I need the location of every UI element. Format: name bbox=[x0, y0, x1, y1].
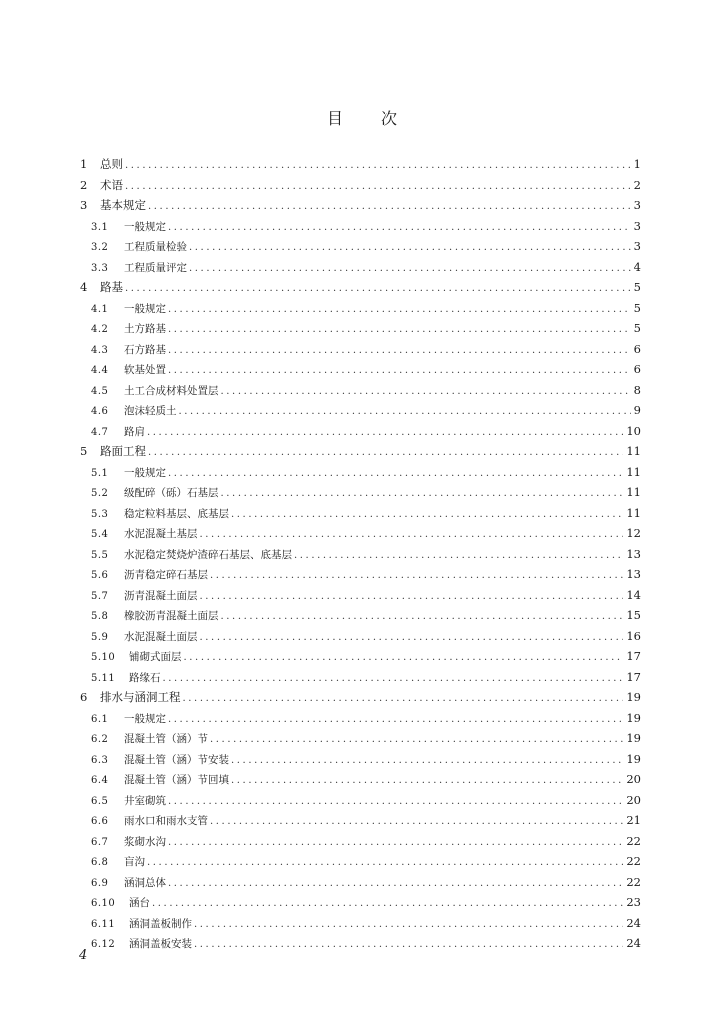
toc-entry-page: 17 bbox=[626, 669, 641, 684]
toc-leader-dots bbox=[194, 915, 623, 936]
toc-subentry[interactable] bbox=[80, 359, 641, 380]
toc-entry[interactable] bbox=[80, 441, 641, 462]
toc-entry-number: 2 bbox=[80, 177, 88, 192]
toc-leader-dots bbox=[148, 197, 631, 218]
toc-entry-number: 5 bbox=[80, 444, 88, 458]
toc-entry-number: 5.11 bbox=[91, 672, 116, 684]
toc-leader-dots bbox=[163, 669, 624, 690]
toc-entry-page: 3 bbox=[633, 218, 641, 233]
toc-leader-dots bbox=[194, 935, 623, 956]
toc-entry-label: 级配碎（砾）石基层 bbox=[124, 487, 219, 499]
toc-leader-dots bbox=[125, 156, 631, 177]
toc-entry[interactable] bbox=[80, 154, 641, 175]
toc-entry-number: 5.7 bbox=[91, 590, 109, 602]
toc-subentry[interactable] bbox=[80, 913, 641, 934]
toc-entry[interactable] bbox=[80, 175, 641, 196]
toc-entry-page: 4 bbox=[633, 259, 641, 274]
toc-leader-dots bbox=[152, 894, 623, 915]
toc-entry-page: 5 bbox=[633, 300, 641, 315]
toc-entry-label: 混凝土管（涵）节安装 bbox=[124, 753, 229, 766]
toc-leader-dots bbox=[183, 689, 624, 710]
toc-subentry[interactable] bbox=[80, 544, 641, 565]
toc-entry-number: 3.1 bbox=[91, 221, 109, 233]
toc-entry-page: 1 bbox=[633, 157, 641, 171]
title-left-char: 目 bbox=[326, 109, 343, 128]
toc-entry-page: 10 bbox=[626, 423, 641, 438]
toc-entry-label: 水泥混凝土面层 bbox=[124, 630, 198, 643]
toc-subentry[interactable] bbox=[80, 462, 641, 483]
toc-entry-number: 5.4 bbox=[91, 529, 109, 540]
toc-entry-label: 路面工程 bbox=[100, 444, 146, 458]
toc-entry-page: 13 bbox=[626, 567, 641, 581]
toc-subentry[interactable] bbox=[80, 728, 641, 749]
toc-entry-number: 6.9 bbox=[91, 877, 109, 889]
toc-leader-dots bbox=[231, 771, 623, 792]
toc-entry-number: 4.6 bbox=[91, 406, 109, 417]
toc-subentry[interactable] bbox=[80, 503, 641, 524]
toc-leader-dots bbox=[168, 833, 623, 854]
toc-leader-dots bbox=[210, 566, 623, 587]
toc-entry-label: 软基处置 bbox=[124, 364, 166, 376]
toc-subentry[interactable] bbox=[80, 892, 641, 913]
toc-entry-page: 23 bbox=[626, 895, 641, 909]
toc-subentry[interactable] bbox=[80, 790, 641, 811]
toc-entry-number: 4.4 bbox=[91, 365, 109, 376]
toc-leader-dots bbox=[168, 218, 631, 239]
toc-entry-page: 19 bbox=[626, 690, 641, 704]
toc-entry-label: 一般规定 bbox=[124, 466, 166, 479]
toc-leader-dots bbox=[168, 361, 631, 382]
toc-entry-number: 5.2 bbox=[91, 488, 109, 499]
toc-entry-page: 11 bbox=[626, 464, 641, 479]
toc-entry-label: 泡沫轻质土 bbox=[124, 405, 177, 417]
toc-subentry[interactable] bbox=[80, 667, 641, 688]
toc-entry-label: 总则 bbox=[100, 157, 123, 171]
toc-subentry[interactable] bbox=[80, 933, 641, 954]
toc-entry-number: 4.1 bbox=[91, 303, 109, 315]
toc-entry[interactable] bbox=[80, 687, 641, 708]
toc-entry-page: 22 bbox=[626, 874, 641, 889]
toc-entry-label: 涵洞总体 bbox=[124, 876, 166, 889]
toc-entry-page: 6 bbox=[633, 341, 641, 356]
toc-entry-page: 20 bbox=[626, 792, 641, 807]
toc-entry-number: 4.5 bbox=[91, 385, 109, 397]
toc-leader-dots bbox=[200, 587, 624, 608]
toc-entry-number: 6.7 bbox=[91, 836, 109, 848]
toc-entry-number: 3 bbox=[80, 198, 88, 212]
toc-entry-label: 涵洞盖板制作 bbox=[129, 917, 192, 930]
toc-entry-number: 5.3 bbox=[91, 508, 109, 520]
toc-leader-dots bbox=[125, 177, 631, 198]
toc-entry-page: 19 bbox=[626, 710, 641, 725]
toc-subentry[interactable] bbox=[80, 421, 641, 442]
toc-entry-number: 4 bbox=[80, 280, 88, 294]
toc-subentry[interactable] bbox=[80, 585, 641, 606]
toc-subentry[interactable] bbox=[80, 851, 641, 872]
toc-entry-page: 22 bbox=[626, 833, 641, 848]
toc-leader-dots bbox=[168, 300, 631, 321]
toc-entry-label: 路肩 bbox=[124, 425, 145, 438]
toc-entry[interactable] bbox=[80, 195, 641, 216]
toc-subentry[interactable] bbox=[80, 646, 641, 667]
toc-leader-dots bbox=[189, 238, 631, 259]
toc-entry-page: 21 bbox=[626, 813, 641, 827]
toc-entry-number: 1 bbox=[80, 157, 88, 171]
toc-entry-page: 16 bbox=[626, 628, 641, 643]
toc-entry-page: 17 bbox=[626, 649, 641, 663]
toc-entry-label: 沥青稳定碎石基层 bbox=[124, 569, 208, 581]
toc-leader-dots bbox=[168, 320, 631, 341]
toc-entry-number: 3.3 bbox=[91, 262, 109, 274]
toc-leader-dots bbox=[221, 484, 624, 505]
toc-entry-page: 3 bbox=[633, 198, 641, 212]
toc-entry-page: 22 bbox=[626, 854, 641, 868]
toc-entry-number: 6.5 bbox=[91, 795, 109, 807]
toc-leader-dots bbox=[231, 505, 623, 526]
toc-entry-page: 3 bbox=[633, 239, 641, 253]
toc-entry-page: 11 bbox=[626, 505, 641, 520]
toc-entry-number: 5.10 bbox=[91, 652, 116, 663]
toc-leader-dots bbox=[168, 710, 623, 731]
toc-entry-page: 19 bbox=[626, 731, 641, 745]
toc-leader-dots bbox=[189, 259, 631, 280]
toc-entry-number: 6.1 bbox=[91, 713, 109, 725]
toc-entry-label: 盲沟 bbox=[124, 856, 145, 868]
toc-leader-dots bbox=[210, 812, 623, 833]
toc-entry-page: 24 bbox=[626, 936, 641, 950]
toc-leader-dots bbox=[125, 279, 631, 300]
toc-entry-number: 6.4 bbox=[91, 775, 109, 786]
toc-entry-page: 19 bbox=[626, 751, 641, 766]
toc-entry-label: 井室砌筑 bbox=[124, 794, 166, 807]
toc-leader-dots bbox=[210, 730, 623, 751]
toc-entry-number: 4.3 bbox=[91, 344, 109, 356]
toc-entry-label: 排水与涵洞工程 bbox=[100, 690, 181, 704]
toc-entry-label: 铺砌式面层 bbox=[129, 651, 182, 663]
toc-leader-dots bbox=[168, 341, 631, 362]
toc-entry-number: 6.12 bbox=[91, 939, 116, 950]
toc-entry-label: 路基 bbox=[100, 280, 123, 294]
toc-entry-label: 路缘石 bbox=[129, 671, 161, 684]
toc-subentry[interactable] bbox=[80, 708, 641, 729]
toc-entry-label: 橡胶沥青混凝土面层 bbox=[124, 610, 219, 622]
toc-subentry[interactable] bbox=[80, 564, 641, 585]
toc-entry-page: 5 bbox=[633, 280, 641, 294]
toc-entry-label: 土工合成材料处置层 bbox=[124, 384, 219, 397]
toc-entry-label: 石方路基 bbox=[124, 343, 166, 356]
toc-entry-number: 5.6 bbox=[91, 570, 109, 581]
toc-leader-dots bbox=[168, 792, 623, 813]
toc-entry-label: 稳定粒料基层、底基层 bbox=[124, 507, 229, 520]
toc-leader-dots bbox=[168, 874, 623, 895]
toc-entry-page: 15 bbox=[626, 608, 641, 622]
toc-subentry[interactable] bbox=[80, 380, 641, 401]
toc-leader-dots bbox=[147, 853, 623, 874]
toc-leader-dots bbox=[221, 382, 631, 403]
toc-subentry[interactable] bbox=[80, 339, 641, 360]
toc-entry-label: 一般规定 bbox=[124, 712, 166, 725]
toc-leader-dots bbox=[200, 525, 624, 546]
toc-entry-label: 涵台 bbox=[129, 897, 150, 909]
toc-subentry[interactable] bbox=[80, 769, 641, 790]
page-title bbox=[0, 106, 724, 129]
toc-entry-page: 13 bbox=[626, 546, 641, 561]
toc-entry-label: 涵洞盖板安装 bbox=[129, 938, 192, 950]
title-right-char: 次 bbox=[381, 109, 398, 128]
table-of-contents bbox=[80, 154, 641, 954]
toc-leader-dots bbox=[221, 607, 624, 628]
toc-subentry[interactable] bbox=[80, 872, 641, 893]
toc-leader-dots bbox=[200, 628, 624, 649]
toc-subentry[interactable] bbox=[80, 236, 641, 257]
toc-entry-label: 沥青混凝土面层 bbox=[124, 589, 198, 602]
toc-subentry[interactable] bbox=[80, 400, 641, 421]
toc-subentry[interactable] bbox=[80, 605, 641, 626]
toc-entry-label: 混凝土管（涵）节回填 bbox=[124, 774, 229, 786]
toc-leader-dots bbox=[294, 546, 623, 567]
toc-subentry[interactable] bbox=[80, 831, 641, 852]
toc-entry-number: 5.5 bbox=[91, 549, 109, 561]
toc-entry-page: 11 bbox=[626, 485, 641, 499]
toc-entry-page: 9 bbox=[633, 403, 641, 417]
toc-leader-dots bbox=[179, 402, 631, 423]
toc-entry-label: 基本规定 bbox=[100, 198, 146, 212]
toc-entry-label: 土方路基 bbox=[124, 323, 166, 335]
toc-subentry[interactable] bbox=[80, 810, 641, 831]
toc-entry-page: 8 bbox=[633, 382, 641, 397]
toc-subentry[interactable] bbox=[80, 749, 641, 770]
toc-entry-label: 工程质量检验 bbox=[124, 241, 187, 253]
toc-entry-label: 水泥混凝土基层 bbox=[124, 528, 198, 540]
toc-entry-page: 12 bbox=[626, 526, 641, 540]
toc-leader-dots bbox=[184, 648, 624, 669]
toc-entry-label: 浆砌水沟 bbox=[124, 835, 166, 848]
toc-leader-dots bbox=[148, 443, 623, 464]
toc-entry[interactable] bbox=[80, 277, 641, 298]
toc-entry-page: 24 bbox=[626, 915, 641, 930]
toc-entry-number: 6.6 bbox=[91, 816, 109, 827]
toc-entry-page: 5 bbox=[633, 321, 641, 335]
toc-subentry[interactable] bbox=[80, 482, 641, 503]
page-number: 4 bbox=[79, 948, 88, 963]
toc-subentry[interactable] bbox=[80, 318, 641, 339]
toc-subentry[interactable] bbox=[80, 257, 641, 278]
toc-entry-number: 6.8 bbox=[91, 857, 109, 868]
toc-entry-number: 4.7 bbox=[91, 426, 109, 438]
toc-entry-page: 6 bbox=[633, 362, 641, 376]
toc-entry-number: 6.3 bbox=[91, 754, 109, 766]
toc-entry-number: 6.11 bbox=[91, 918, 116, 930]
toc-subentry[interactable] bbox=[80, 216, 641, 237]
toc-entry-label: 一般规定 bbox=[124, 302, 166, 315]
toc-entry-number: 5.9 bbox=[91, 631, 109, 643]
toc-entry-page: 11 bbox=[626, 444, 641, 458]
toc-entry-number: 4.2 bbox=[91, 324, 109, 335]
toc-entry-number: 6.2 bbox=[91, 734, 109, 745]
toc-entry-label: 雨水口和雨水支管 bbox=[124, 815, 208, 827]
toc-entry-label: 术语 bbox=[100, 177, 123, 192]
toc-leader-dots bbox=[168, 464, 623, 485]
toc-subentry[interactable] bbox=[80, 523, 641, 544]
toc-subentry[interactable] bbox=[80, 298, 641, 319]
toc-entry-number: 3.2 bbox=[91, 242, 109, 253]
toc-leader-dots bbox=[231, 751, 623, 772]
toc-entry-label: 混凝土管（涵）节 bbox=[124, 733, 208, 745]
toc-entry-label: 工程质量评定 bbox=[124, 261, 187, 274]
toc-subentry[interactable] bbox=[80, 626, 641, 647]
toc-entry-label: 一般规定 bbox=[124, 220, 166, 233]
toc-entry-number: 5.1 bbox=[91, 467, 109, 479]
toc-entry-page: 14 bbox=[626, 587, 641, 602]
toc-entry-page: 2 bbox=[633, 177, 641, 192]
toc-entry-number: 5.8 bbox=[91, 611, 109, 622]
toc-leader-dots bbox=[147, 423, 623, 444]
toc-entry-number: 6.10 bbox=[91, 898, 116, 909]
toc-entry-label: 水泥稳定焚烧炉渣碎石基层、底基层 bbox=[124, 548, 292, 561]
toc-entry-page: 20 bbox=[626, 772, 641, 786]
toc-entry-number: 6 bbox=[80, 690, 88, 704]
